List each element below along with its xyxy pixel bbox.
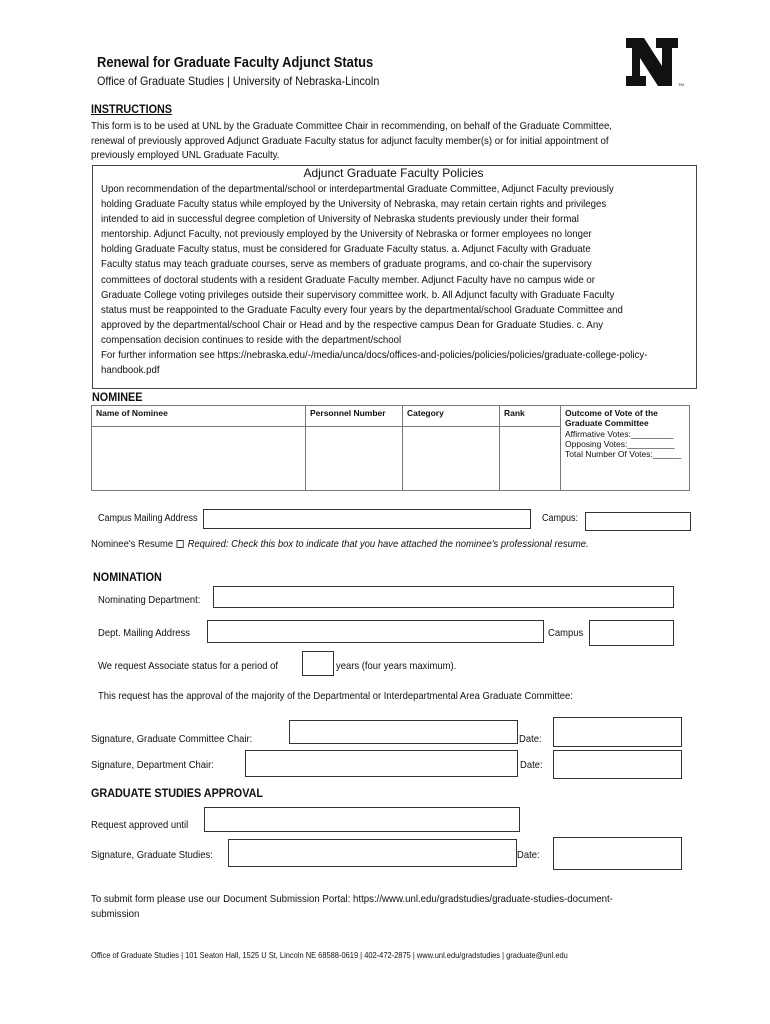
policy-line: For further information see https://nebraska.edu/-/media/unca/docs/offices-and-policies/policies/policies/graduate-college-policy- bbox=[101, 349, 648, 362]
nominating-dept-input[interactable] bbox=[213, 586, 674, 608]
instructions-line: renewal of previously approved Adjunct Graduate Faculty status for adjunct faculty member(s) or for initial appointment of bbox=[91, 134, 609, 147]
sig-dept-date-input[interactable] bbox=[553, 750, 682, 779]
instructions-text bbox=[91, 119, 680, 163]
vote-opposing: Opposing Votes:__________ bbox=[565, 439, 675, 449]
n-logo-icon bbox=[624, 36, 680, 88]
col-name-of-nominee: Name of Nominee bbox=[92, 406, 306, 427]
dept-mailing-label: Dept. Mailing Address bbox=[98, 627, 190, 639]
policy-line: status must be reappointed to the Graduate Faculty every four years by the departmental/school Graduate Committee and bbox=[101, 303, 623, 316]
approved-until-label: Request approved until bbox=[91, 819, 189, 831]
sig-grad-date-input[interactable] bbox=[553, 837, 682, 870]
nominee-table bbox=[91, 405, 690, 491]
sig-chair-date-input[interactable] bbox=[553, 717, 682, 747]
resume-note: Required: Check this box to indicate that you have attached the nominee's professional resume. bbox=[187, 538, 589, 550]
policy-line: committees of doctoral students with a resident Graduate Faculty member. Adjunct Faculty have no campus wide or bbox=[101, 273, 595, 286]
sig-chair-input[interactable] bbox=[289, 720, 518, 744]
footer-text: Office of Graduate Studies | 101 Seaton Hall, 1525 U St, Lincoln NE 68588-0619 | 402-472-2875 | www.unl.edu/gradstudies | graduate@unl.edu bbox=[91, 950, 568, 960]
category-cell[interactable] bbox=[403, 427, 500, 491]
sig-grad-date-label: Date: bbox=[517, 849, 540, 861]
page-subtitle: Office of Graduate Studies | University of Nebraska-Lincoln bbox=[97, 74, 380, 88]
rank-cell[interactable] bbox=[500, 427, 561, 491]
resume-checkbox[interactable] bbox=[177, 540, 184, 548]
personnel-number-cell[interactable] bbox=[306, 427, 403, 491]
policy-line: approved by the departmental/school Chair or Head and by the respective campus Dean for Graduate Studies. c. Any bbox=[101, 318, 604, 331]
policies-text bbox=[101, 182, 699, 378]
instructions-line: This form is to be used at UNL by the Graduate Committee Chair in recommending, on behalf of the Graduate Committee, bbox=[91, 120, 613, 132]
period-years-input[interactable] bbox=[302, 651, 334, 676]
sig-grad-label: Signature, Graduate Studies: bbox=[91, 849, 213, 861]
sig-dept-input[interactable] bbox=[245, 750, 518, 777]
dept-mailing-input[interactable] bbox=[207, 620, 544, 643]
policy-line: holding Graduate Faculty status while employed by the University of Nebraska, may retain certain rights and privileges bbox=[101, 198, 607, 211]
policy-line: compensation decision continues to reside with the department/school bbox=[101, 333, 402, 346]
submit-line: To submit form please use our Document Submission Portal: https://www.unl.edu/gradstudies/graduate-studies-document- bbox=[91, 893, 613, 905]
period-prefix: We request Associate status for a period of bbox=[98, 660, 278, 672]
policy-line: holding Graduate Faculty status, must be considered for Graduate Faculty status. a. Adjunct Faculty with Graduate bbox=[101, 243, 591, 256]
submit-line: submission bbox=[91, 907, 140, 920]
sig-dept-label: Signature, Department Chair: bbox=[91, 759, 214, 771]
sig-chair-label: Signature, Graduate Committee Chair: bbox=[91, 733, 253, 745]
col-category: Category bbox=[403, 406, 500, 427]
approved-until-input[interactable] bbox=[204, 807, 520, 832]
policies-heading: Adjunct Graduate Faculty Policies bbox=[303, 166, 484, 180]
nominee-campus-input[interactable] bbox=[585, 512, 691, 531]
nominee-campus-label: Campus: bbox=[542, 513, 579, 524]
instructions-heading: INSTRUCTIONS bbox=[91, 102, 172, 116]
policy-line: mentorship. Adjunct Faculty, not previously employed by the University of Nebraska or former employees no longer bbox=[101, 228, 592, 241]
approval-heading: GRADUATE STUDIES APPROVAL bbox=[91, 786, 264, 800]
policy-line: Faculty status may teach graduate courses, serve as members of graduate programs, and co-chair the supervisory bbox=[101, 258, 592, 271]
submit-text bbox=[91, 892, 680, 921]
sig-grad-input[interactable] bbox=[228, 839, 517, 867]
nominee-heading: NOMINEE bbox=[92, 390, 143, 404]
policy-line: Upon recommendation of the departmental/school or interdepartmental Graduate Committee, Adjunct Faculty previously bbox=[101, 183, 614, 195]
nominating-dept-label: Nominating Department: bbox=[98, 594, 201, 606]
outcome-heading: Outcome of Vote of the Graduate Committee bbox=[565, 408, 658, 428]
period-suffix: years (four years maximum). bbox=[336, 660, 457, 672]
policy-line: Graduate College voting privileges outside their supervisory committee work. b. All Adjunct faculty with Graduate Faculty bbox=[101, 288, 615, 301]
resume-label: Nominee's Resume bbox=[91, 538, 174, 550]
logo-trademark: TM bbox=[678, 82, 684, 87]
nebraska-n-logo bbox=[624, 36, 684, 88]
campus-mailing-label: Campus Mailing Address bbox=[98, 513, 198, 524]
page-title: Renewal for Graduate Faculty Adjunct Status bbox=[97, 54, 374, 71]
col-outcome-of-vote bbox=[561, 406, 690, 491]
dept-campus-input[interactable] bbox=[589, 620, 674, 646]
instructions-line: previously employed UNL Graduate Faculty. bbox=[91, 149, 280, 161]
campus-mailing-address-input[interactable] bbox=[203, 509, 531, 529]
dept-campus-label: Campus bbox=[548, 627, 584, 639]
vote-total: Total Number Of Votes:______ bbox=[565, 449, 682, 459]
approval-text: This request has the approval of the majority of the Departmental or Interdepartmental Area Graduate Committee: bbox=[98, 690, 573, 702]
resume-row bbox=[91, 538, 589, 550]
nomination-heading: NOMINATION bbox=[93, 570, 162, 584]
sig-dept-date-label: Date: bbox=[520, 759, 543, 771]
col-personnel-number: Personnel Number bbox=[306, 406, 403, 427]
policy-line: intended to aid in successful degree completion of University of Nebraska students previously under their formal bbox=[101, 213, 579, 226]
policy-line: handbook.pdf bbox=[101, 364, 160, 377]
sig-chair-date-label: Date: bbox=[519, 733, 542, 745]
col-rank: Rank bbox=[500, 406, 561, 427]
nominee-name-cell[interactable] bbox=[92, 427, 306, 491]
vote-affirmative: Affirmative Votes:_________ bbox=[565, 429, 674, 439]
